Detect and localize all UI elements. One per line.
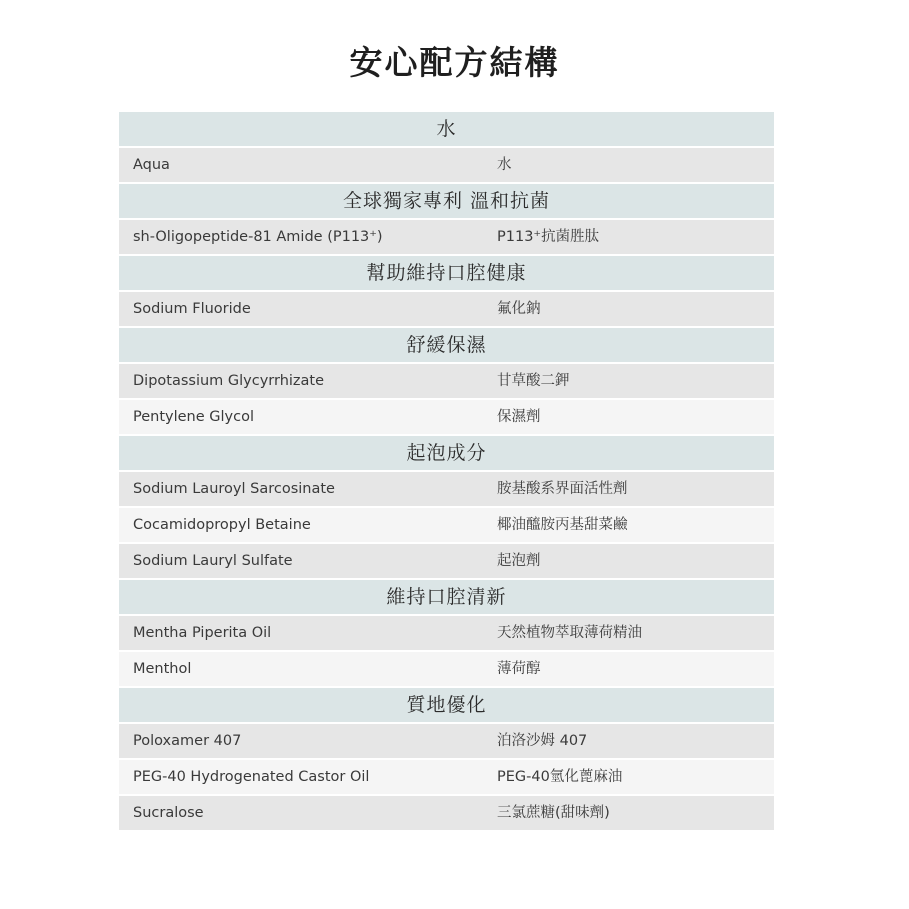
- ingredient-section: [119, 328, 774, 434]
- ingredient-inci-name: Sodium Lauryl Sulfate: [133, 553, 293, 569]
- ingredient-chinese-name: 三氯蔗糖(甜味劑): [497, 805, 610, 821]
- ingredient-row: [119, 616, 774, 650]
- ingredient-section: [119, 580, 774, 686]
- ingredient-chinese-name: 椰油醯胺丙基甜菜鹼: [497, 517, 628, 533]
- ingredient-row: [119, 724, 774, 758]
- ingredient-chinese-name: 天然植物萃取薄荷精油: [497, 625, 642, 641]
- ingredient-section: [119, 112, 774, 182]
- page-title: 安心配方結構: [349, 43, 560, 82]
- ingredient-row: [119, 508, 774, 542]
- ingredient-chinese-name: 薄荷醇: [497, 661, 541, 677]
- ingredient-row: [119, 292, 774, 326]
- ingredient-row: [119, 364, 774, 398]
- ingredient-inci-name: Poloxamer 407: [133, 733, 242, 749]
- ingredient-section: [119, 436, 774, 578]
- ingredient-inci-name: Mentha Piperita Oil: [133, 625, 272, 641]
- section-header: 水: [119, 112, 774, 146]
- ingredient-row: [119, 796, 774, 830]
- section-header: 質地優化: [119, 688, 774, 722]
- ingredient-section: [119, 688, 774, 830]
- ingredient-chinese-name: 保濕劑: [497, 409, 541, 425]
- ingredient-inci-name: Dipotassium Glycyrrhizate: [133, 373, 325, 389]
- ingredient-row: [119, 220, 774, 254]
- ingredient-chinese-name: PEG-40氫化蓖麻油: [497, 769, 623, 785]
- ingredient-chinese-name: 氟化鈉: [497, 301, 541, 317]
- ingredient-inci-name: PEG-40 Hydrogenated Castor Oil: [133, 769, 370, 785]
- ingredient-inci-name: Menthol: [133, 661, 192, 677]
- ingredient-chinese-name: 泊洛沙姆 407: [497, 733, 588, 749]
- ingredient-table: [119, 112, 774, 832]
- ingredient-row: [119, 760, 774, 794]
- ingredient-inci-name: Aqua: [133, 157, 170, 173]
- ingredient-chinese-name: 甘草酸二鉀: [497, 373, 570, 389]
- ingredient-chinese-name: P113⁺抗菌胜肽: [497, 229, 600, 245]
- ingredient-inci-name: sh-Oligopeptide-81 Amide (P113⁺): [133, 229, 383, 245]
- ingredient-chinese-name: 水: [497, 157, 512, 173]
- section-header: 維持口腔清新: [119, 580, 774, 614]
- ingredient-row: [119, 472, 774, 506]
- ingredient-row: [119, 652, 774, 686]
- ingredient-row: [119, 544, 774, 578]
- section-header: 幫助維持口腔健康: [119, 256, 774, 290]
- ingredient-inci-name: Pentylene Glycol: [133, 409, 254, 425]
- ingredient-section: [119, 184, 774, 254]
- ingredient-inci-name: Sucralose: [133, 805, 204, 821]
- ingredient-row: [119, 148, 774, 182]
- ingredient-row: [119, 400, 774, 434]
- section-header: 全球獨家專利 溫和抗菌: [119, 184, 774, 218]
- ingredient-inci-name: Sodium Lauroyl Sarcosinate: [133, 481, 335, 497]
- ingredient-inci-name: Cocamidopropyl Betaine: [133, 517, 311, 533]
- ingredient-chinese-name: 胺基酸系界面活性劑: [497, 481, 628, 497]
- ingredient-inci-name: Sodium Fluoride: [133, 301, 251, 317]
- ingredient-chinese-name: 起泡劑: [497, 553, 541, 569]
- section-header: 起泡成分: [119, 436, 774, 470]
- ingredient-section: [119, 256, 774, 326]
- section-header: 舒緩保濕: [119, 328, 774, 362]
